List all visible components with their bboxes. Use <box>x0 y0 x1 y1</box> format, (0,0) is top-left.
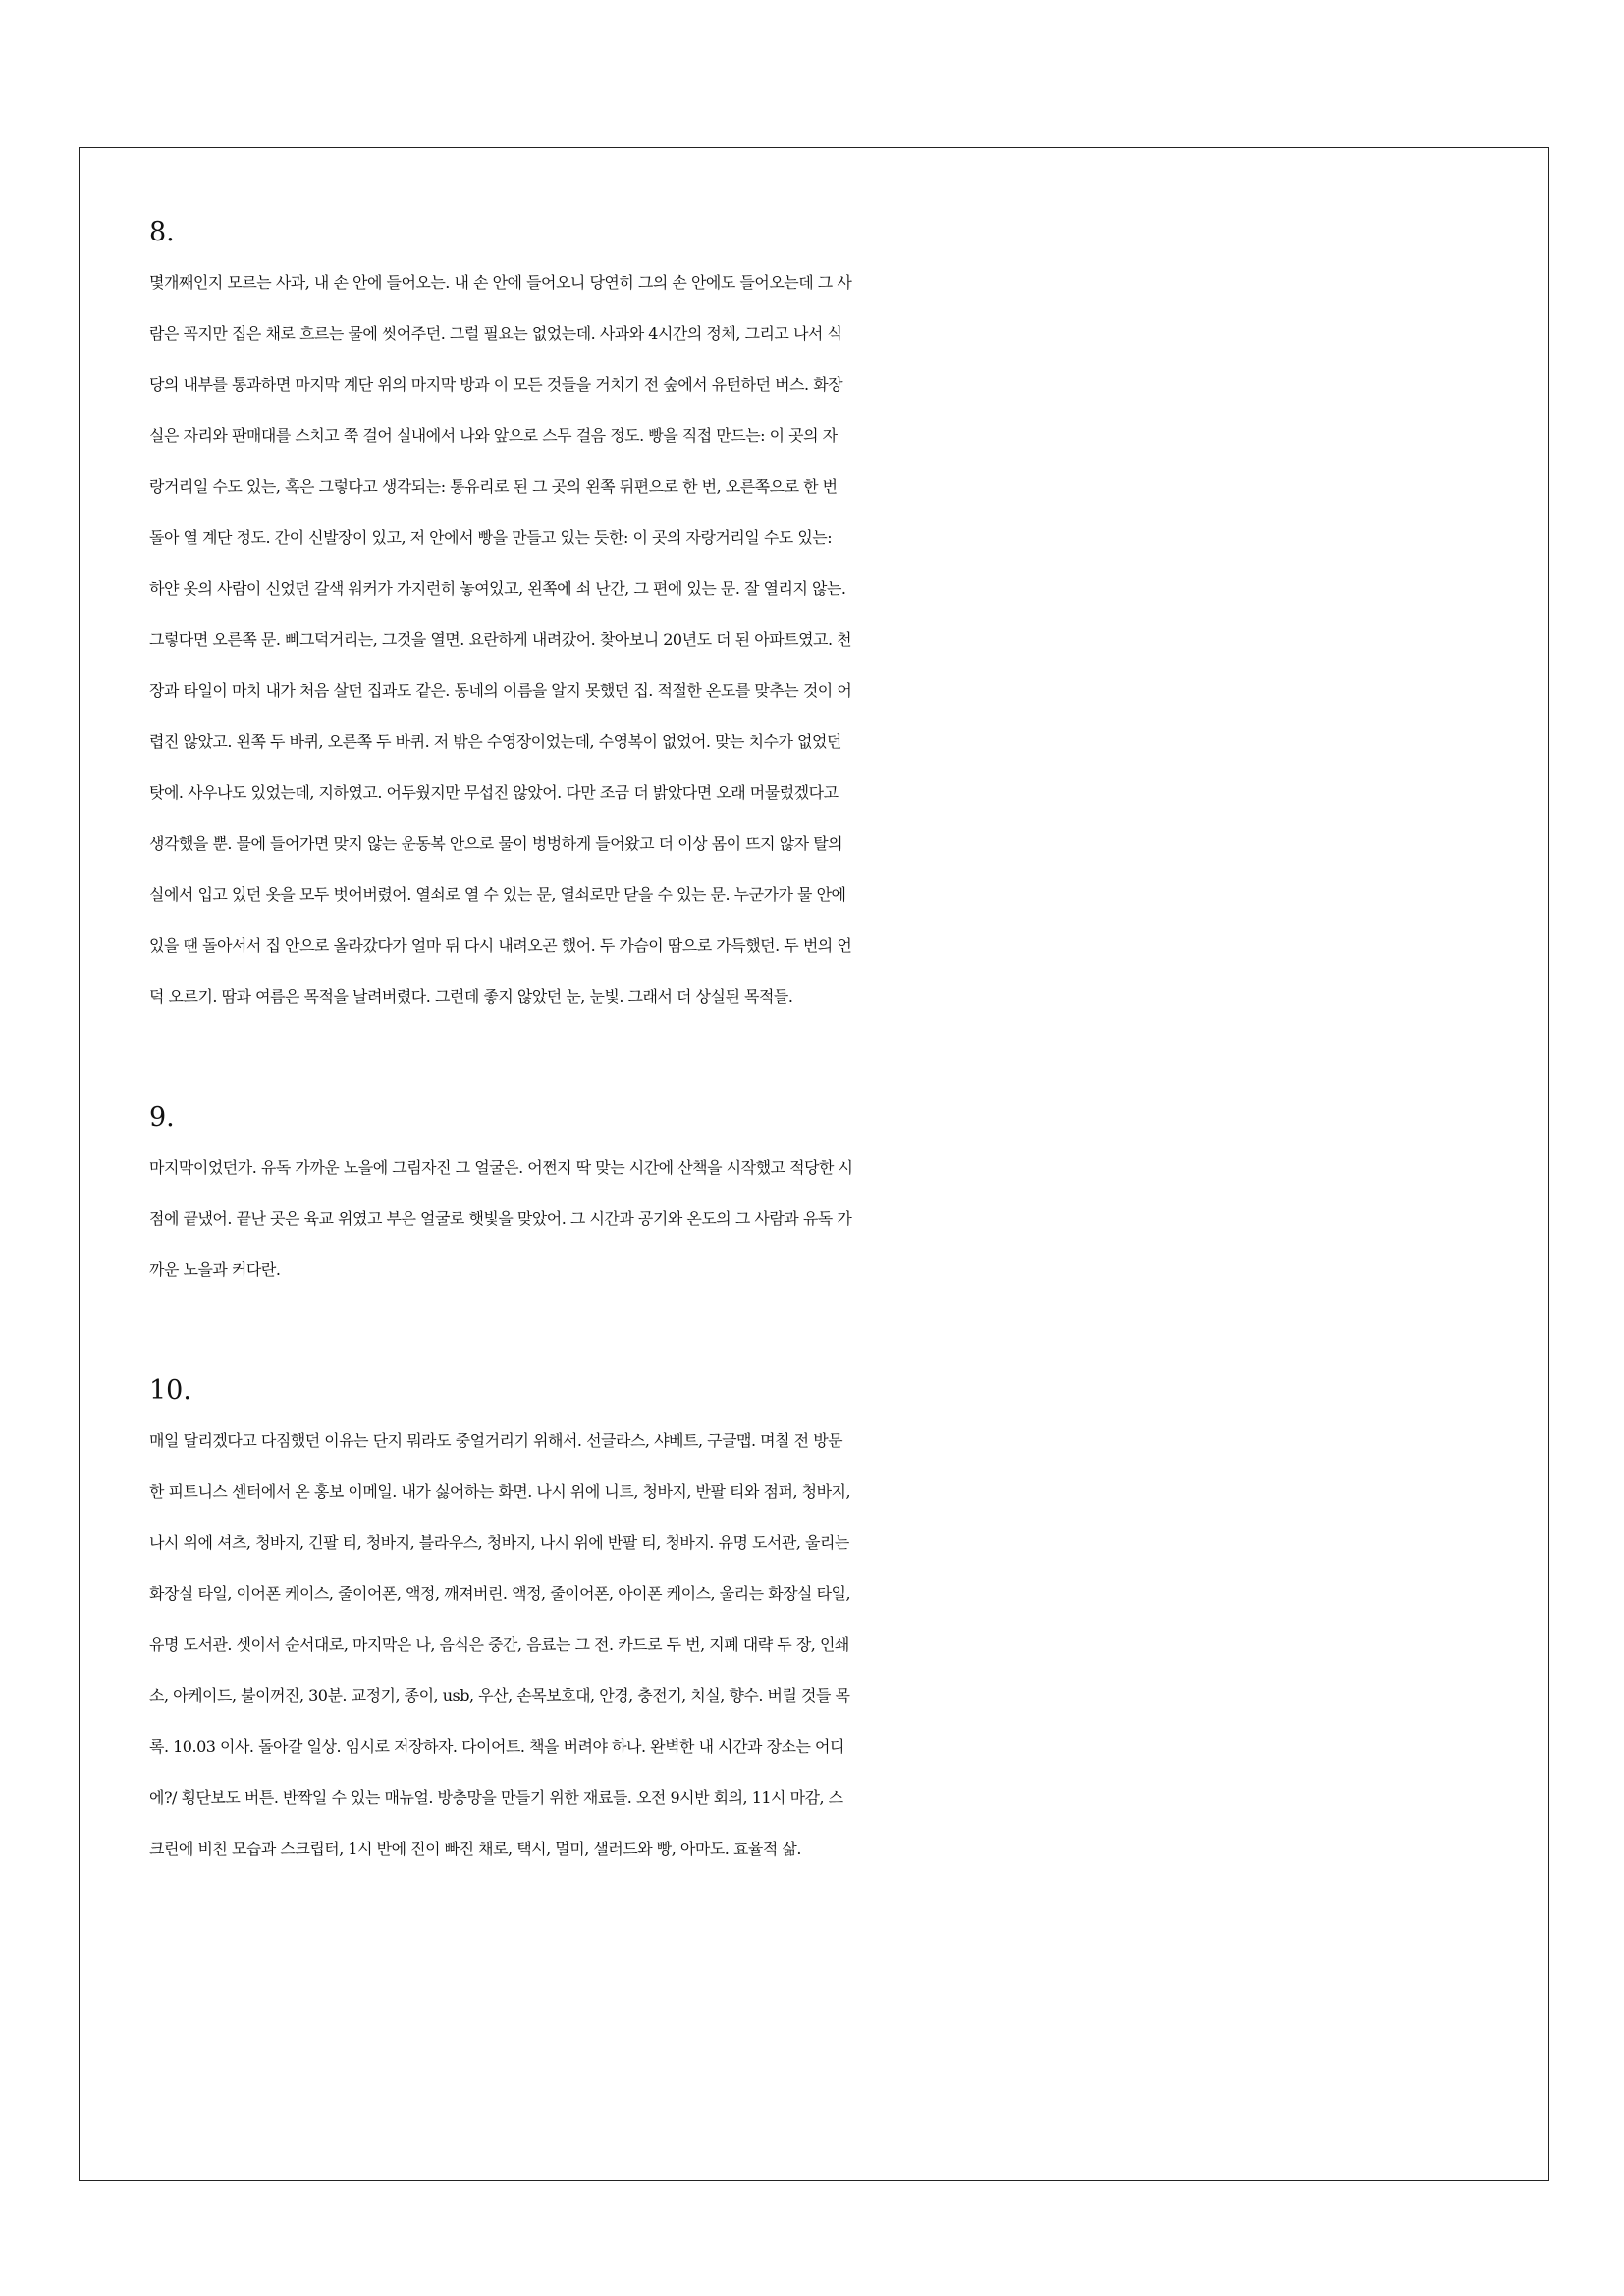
text-line: 점에 끝냈어. 끝난 곳은 육교 위였고 부은 얼굴로 햇빛을 맞았어. 그 시간과 공기와 온도의 그 사람과 유독 가 <box>149 1209 852 1228</box>
text-line: 나시 위에 셔츠, 청바지, 긴팔 티, 청바지, 블라우스, 청바지, 나시 위에 반팔 티, 청바지. 유명 도서관, 울리는 <box>149 1533 849 1552</box>
text-line: 렵진 않았고. 왼쪽 두 바퀴, 오른쪽 두 바퀴. 저 밖은 수영장이었는데, 수영복이 없었어. 맞는 치수가 없었던 <box>149 732 841 751</box>
text-line: 유명 도서관. 셋이서 순서대로, 마지막은 나, 음식은 중간, 음료는 그 전. 카드로 두 번, 지폐 대략 두 장, 인쇄 <box>149 1635 849 1654</box>
text-line: 생각했을 뿐. 물에 들어가면 맞지 않는 운동복 안으로 물이 벙벙하게 들어왔고 더 이상 몸이 뜨지 않자 탈의 <box>149 834 843 853</box>
section-number: 10. <box>149 1375 191 1406</box>
text-line: 마지막이었던가. 유독 가까운 노을에 그림자진 그 얼굴은. 어쩐지 딱 맞는 시간에 산책을 시작했고 적당한 시 <box>149 1158 853 1177</box>
section-10 <box>149 1366 1485 1875</box>
text-line: 하얀 옷의 사람이 신었던 갈색 워커가 가지런히 놓여있고, 왼쪽에 쇠 난간, 그 편에 있는 문. 잘 열리지 않는. <box>149 579 846 598</box>
text-line: 한 피트니스 센터에서 온 홍보 이메일. 내가 싫어하는 화면. 나시 위에 니트, 청바지, 반팔 티와 점퍼, 청바지, <box>149 1482 851 1501</box>
text-line: 돌아 열 계단 정도. 간이 신발장이 있고, 저 안에서 빵을 만들고 있는 듯한: 이 곳의 자랑거리일 수도 있는: <box>149 528 833 547</box>
section-number: 9. <box>149 1102 175 1133</box>
text-line: 있을 땐 돌아서서 집 안으로 올라갔다가 얼마 뒤 다시 내려오곤 했어. 두 가슴이 땀으로 가득했던. 두 번의 언 <box>149 936 852 955</box>
text-line: 몇개째인지 모르는 사과, 내 손 안에 들어오는. 내 손 안에 들어오니 당연히 그의 손 안에도 들어오는데 그 사 <box>149 273 852 292</box>
text-line: 람은 꼭지만 집은 채로 흐르는 물에 씻어주던. 그럴 필요는 없었는데. 사과와 4시간의 정체, 그리고 나서 식 <box>149 324 842 343</box>
text-line: 록. 10.03 이사. 돌아갈 일상. 임시로 저장하자. 다이어트. 책을 버려야 하나. 완벽한 내 시간과 장소는 어디 <box>149 1737 844 1756</box>
text-line: 그렇다면 오른쪽 문. 삐그덕거리는, 그것을 열면. 요란하게 내려갔어. 찾아보니 20년도 더 된 아파트였고. 천 <box>149 630 852 649</box>
section-8 <box>149 208 1485 1023</box>
text-line: 크린에 비친 모습과 스크립터, 1시 반에 진이 빠진 채로, 택시, 멀미, 샐러드와 빵, 아마도. 효율적 삶. <box>149 1840 801 1858</box>
text-line: 덕 오르기. 땀과 여름은 목적을 날려버렸다. 그런데 좋지 않았던 눈, 눈빛. 그래서 더 상실된 목적들. <box>149 988 793 1006</box>
text-line: 당의 내부를 통과하면 마지막 계단 위의 마지막 방과 이 모든 것들을 거치기 전 숲에서 유턴하던 버스. 화장 <box>149 375 843 394</box>
text-line: 실에서 입고 있던 옷을 모두 벗어버렸어. 열쇠로 열 수 있는 문, 열쇠로만 닫을 수 있는 문. 누군가가 물 안에 <box>149 885 846 904</box>
text-line: 탓에. 사우나도 있었는데, 지하였고. 어두웠지만 무섭진 않았어. 다만 조금 더 밝았다면 오래 머물렀겠다고 <box>149 783 839 802</box>
text-line: 실은 자리와 판매대를 스치고 쭉 걸어 실내에서 나와 앞으로 스무 걸음 정도. 빵을 직접 만드는: 이 곳의 자 <box>149 426 838 445</box>
text-line: 까운 노을과 커다란. <box>149 1260 281 1279</box>
text-line: 화장실 타일, 이어폰 케이스, 줄이어폰, 액정, 깨져버린. 액정, 줄이어폰, 아이폰 케이스, 울리는 화장실 타일, <box>149 1584 851 1603</box>
section-9 <box>149 1094 1485 1296</box>
text-line: 장과 타일이 마치 내가 처음 살던 집과도 같은. 동네의 이름을 알지 못했던 집. 적절한 온도를 맞추는 것이 어 <box>149 681 852 700</box>
section-number: 8. <box>149 217 175 247</box>
document-body <box>149 208 1485 1946</box>
text-line: 소, 아케이드, 불이꺼진, 30분. 교정기, 종이, usb, 우산, 손목보호대, 안경, 충전기, 치실, 향수. 버릴 것들 목 <box>149 1686 850 1705</box>
text-line: 매일 달리겠다고 다짐했던 이유는 단지 뭐라도 중얼거리기 위해서. 선글라스, 샤베트, 구글맵. 며칠 전 방문 <box>149 1431 843 1450</box>
text-line: 에?/ 횡단보도 버튼. 반짝일 수 있는 매뉴얼. 방충망을 만들기 위한 재료들. 오전 9시반 회의, 11시 마감, 스 <box>149 1789 843 1807</box>
text-line: 랑거리일 수도 있는, 혹은 그렇다고 생각되는: 통유리로 된 그 곳의 왼쪽 뒤편으로 한 번, 오른쪽으로 한 번 <box>149 477 838 496</box>
